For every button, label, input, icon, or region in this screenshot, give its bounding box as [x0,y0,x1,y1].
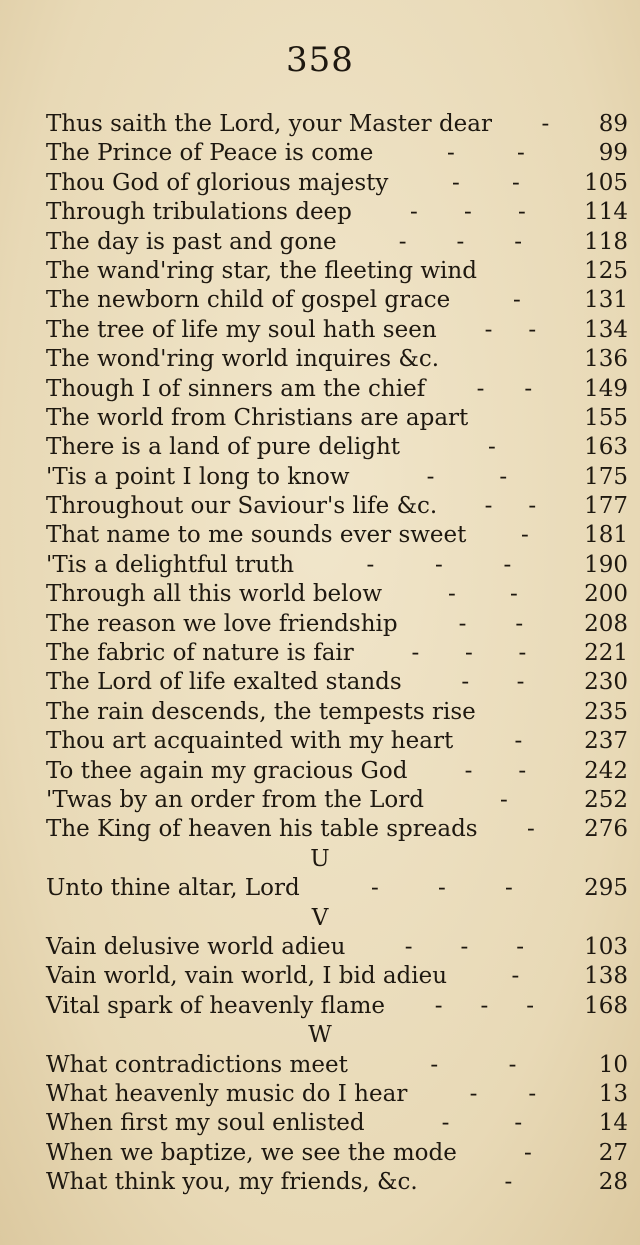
hymn-page-number: 149 [584,375,628,402]
index-entry [46,1139,628,1168]
leader-dashes: - - - [398,228,523,255]
index-entry [46,992,628,1021]
hymn-page-number: 114 [584,199,628,226]
index-entry [46,492,628,521]
hymn-page-number: 134 [584,316,628,343]
index-entry [46,433,628,462]
hymn-first-line: Through tribulations deep [46,199,352,226]
hymn-page-number: 27 [598,1139,628,1166]
hymn-first-line: What heavenly music do I hear [46,1080,408,1107]
index-entry [46,345,628,374]
index-entry [46,1051,628,1080]
hymn-first-line: Though I of sinners am the chief [46,375,426,402]
hymn-page-number: 125 [584,257,628,284]
index-entry [46,110,628,139]
hymn-page-number: 138 [584,963,628,990]
hymn-page-number: 168 [584,992,628,1019]
leader-dashes: - - [430,1051,517,1078]
leader-dashes: - - [461,669,525,696]
leader-dashes: - [511,963,520,990]
hymn-first-line: The tree of life my soul hath seen [46,316,437,343]
hymn-first-line: Thus saith the Lord, your Master dear [46,111,492,137]
hymn-page-number: 235 [584,698,628,725]
hymn-first-line: What contradictions meet [46,1051,348,1078]
hymn-first-line: When we baptize, we see the mode [46,1139,457,1166]
hymn-page-number: 230 [584,669,628,696]
index-entry [46,815,628,844]
index-entry [46,463,628,492]
index-entry [46,521,628,550]
hymn-page-number: 14 [598,1110,628,1137]
index-entry [46,228,628,257]
index-entry [46,639,628,668]
leader-dashes: - - [448,581,518,608]
leader-dashes: - [513,287,521,314]
leader-dashes: - - [447,140,525,167]
index-entry [46,1168,628,1197]
hymn-first-line: When first my soul enlisted [46,1110,365,1137]
hymn-first-line: The rain descends, the tempests rise [46,698,476,725]
hymn-index [46,110,628,1197]
hymn-first-line: That name to me sounds ever sweet [46,522,467,549]
leader-dashes: - - [458,610,524,637]
hymn-page-number: 136 [584,346,628,373]
hymn-page-number: 200 [584,581,628,608]
index-entry [46,962,628,991]
hymn-first-line: Vain world, vain world, I bid adieu [46,963,448,990]
hymn-page-number: 295 [584,875,628,902]
hymn-first-line: The world from Christians are apart [46,404,469,431]
leader-dashes: - - [484,316,537,343]
hymn-page-number: 221 [584,640,628,667]
leader-dashes: - [500,786,508,813]
hymn-page-number: 131 [584,287,628,314]
index-entry [46,286,628,315]
hymn-first-line: What think you, my friends, &c. [46,1169,418,1196]
hymn-page-number: 175 [584,463,628,490]
hymn-first-line: Through all this world below [46,581,383,608]
leader-dashes: - - [452,169,520,196]
hymn-first-line: 'Twas by an order from the Lord [46,786,424,813]
hymn-first-line: Throughout our Saviour's life &c. [46,493,438,520]
hymn-page-number: 237 [584,728,628,755]
index-entry [46,668,628,697]
leader-dashes: - - - [434,992,535,1019]
leader-dashes: - [521,522,529,549]
hymn-page-number: 276 [584,816,628,843]
index-entry [46,727,628,756]
hymn-first-line: The Lord of life exalted stands [46,669,402,696]
hymn-page-number: 155 [584,404,628,431]
leader-dashes: - - [464,757,527,784]
index-entry [46,874,628,903]
leader-dashes: - - - [404,933,525,960]
hymn-page-number: 118 [584,228,628,255]
hymn-first-line: Vital spark of heavenly flame [46,992,386,1019]
hymn-first-line: The wand'ring star, the fleeting wind [46,257,477,284]
leader-dashes: - [488,434,496,461]
leader-dashes: - [541,111,550,137]
leader-dashes: - - [469,1080,537,1107]
hymn-first-line: To thee again my gracious God [46,757,408,784]
hymn-first-line: Unto thine altar, Lord [46,875,300,902]
hymn-page-number: 28 [598,1169,628,1196]
hymn-page-number: 13 [598,1080,628,1107]
leader-dashes: - - [484,493,537,520]
index-entry [46,139,628,168]
index-entry [46,1080,628,1109]
hymn-first-line: The day is past and gone [46,228,337,255]
hymn-first-line: Vain delusive world adieu [46,933,346,960]
hymn-first-line: The newborn child of gospel grace [46,287,451,314]
hymn-first-line: The wond'ring world inquires &c. [46,346,440,373]
hymn-first-line: The fabric of nature is fair [46,640,354,667]
index-entry [46,698,628,727]
hymn-first-line: 'Tis a point I long to know [46,463,350,490]
index-entry [46,610,628,639]
leader-dashes: - - - [366,551,512,578]
hymn-page-number: 242 [584,757,628,784]
hymn-page-number: 105 [584,169,628,196]
index-entry [46,933,628,962]
leader-dashes: - - - [410,199,526,226]
leader-dashes: - [504,1169,513,1196]
hymn-page-number: 177 [584,493,628,520]
hymn-page-number: 103 [584,933,628,960]
hymn-page-number: 99 [598,140,628,167]
hymn-page-number: 208 [584,610,628,637]
leader-dashes: - - - [371,875,513,902]
index-entry [46,757,628,786]
leader-dashes: - [514,728,523,755]
section-letter: V [311,904,329,931]
hymn-first-line: Thou art acquainted with my heart [46,728,454,755]
leader-dashes: - - - [411,640,527,667]
index-entry [46,1109,628,1138]
hymn-first-line: Thou God of glorious majesty [46,169,389,196]
hymn-page-number: 163 [584,434,628,461]
hymn-page-number: 252 [584,786,628,813]
leader-dashes: - - [441,1110,523,1137]
leader-dashes: - [524,1139,532,1166]
index-entry [46,198,628,227]
page-number: 358 [286,40,354,80]
index-entry [46,169,628,198]
leader-dashes: - - [426,463,508,490]
index-entry [46,580,628,609]
leader-dashes: - - [476,375,533,402]
index-entry [46,404,628,433]
hymn-page-number: 181 [584,522,628,549]
hymn-page-number: 190 [584,551,628,578]
index-entry [46,257,628,286]
hymn-first-line: There is a land of pure delight [46,434,401,461]
hymn-first-line: The King of heaven his table spreads [46,816,478,843]
leader-dashes: - [527,816,535,843]
hymn-page-number: 10 [598,1051,628,1078]
hymn-first-line: 'Tis a delightful truth [46,551,295,578]
section-letter: U [310,845,330,872]
hymn-first-line: The Prince of Peace is come [46,140,374,167]
hymn-page-number: 89 [598,111,628,137]
index-entry [46,375,628,404]
index-entry [46,551,628,580]
section-letter: W [308,1022,332,1049]
index-entry [46,786,628,815]
index-entry [46,316,628,345]
hymn-first-line: The reason we love friendship [46,610,398,637]
